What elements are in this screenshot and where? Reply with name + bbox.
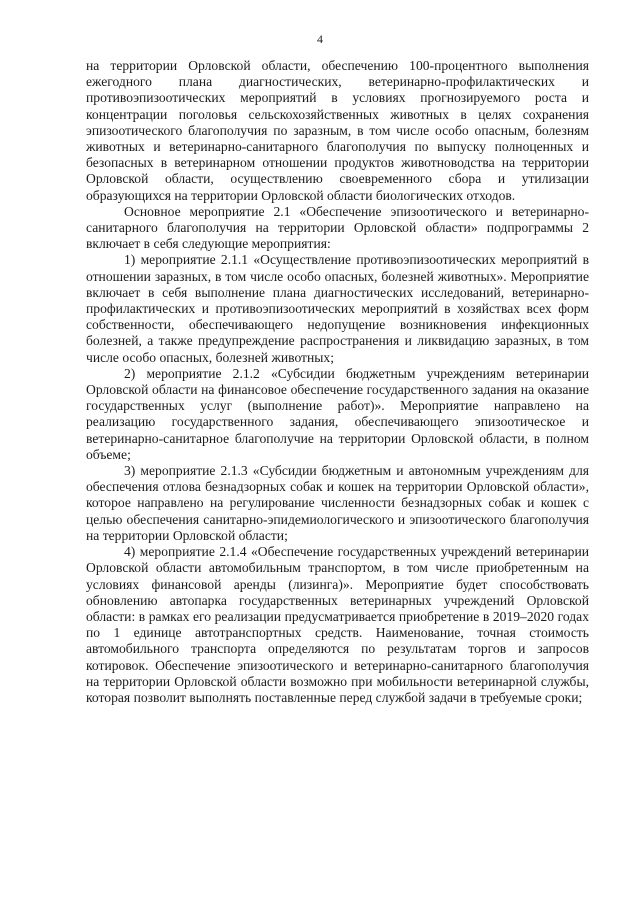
- paragraph-activity-2-1-3: 3) мероприятие 2.1.3 «Субсидии бюджетным и автономным учреждениям для обеспечения отлова безнадзорных собак и кошек на территории Орловской области», которое направлено на регулирование численности безнадзорных собак и кошек с целью обеспечения санитарно-эпидемиологического и эпизоотического благополучия на территории Орловской области;: [86, 463, 589, 543]
- paragraph-intro-continuation: на территории Орловской области, обеспечению 100-процентного выполнения ежегодного плана диагностических, ветеринарно-профилактических и противоэпизоотических мероприятий в условиях прогнозируемого роста и концентрации поголовья сельскохозяйственных животных в целях сохранения эпизоотического благополучия по заразным, в том числе особо опасным, болезням животных и ветеринарно-санитарного благополучия по выпуску полноценных и безопасных в ветеринарном отношении продуктов животноводства на территории Орловской области, осуществлению своевременного сбора и утилизации образующихся на территории Орловской области биологических отходов.: [86, 58, 589, 203]
- document-body: [86, 58, 589, 706]
- paragraph-main-activity-2-1: Основное мероприятие 2.1 «Обеспечение эпизоотического и ветеринарно-санитарного благополучия на территории Орловской области» подпрограммы 2 включает в себя следующие мероприятия:: [86, 203, 589, 252]
- page-number: 4: [317, 32, 323, 46]
- paragraph-activity-2-1-1: 1) мероприятие 2.1.1 «Осуществление противоэпизоотических мероприятий в отношении заразных, в том числе особо опасных, болезней животных». Мероприятие включает в себя выполнение плана диагностических исследований, ветеринарно-профилактических и противоэпизоотических мероприятий в хозяйствах всех форм собственности, обеспечивающего недопущение возникновения инфекционных болезней, а также предупреждение распространения и ликвидацию заразных, в том числе особо опасных, болезней животных;: [86, 252, 589, 365]
- paragraph-activity-2-1-4: 4) мероприятие 2.1.4 «Обеспечение государственных учреждений ветеринарии Орловской области автомобильным транспортом, в том числе приобретенным на условиях финансовой аренды (лизинга)». Мероприятие будет способствовать обновлению автопарка государственных ветеринарных учреждений Орловской области: в рамках его реализации предусматривается приобретение в 2019–2020 годах по 1 единице автотранспортных средств. Наименование, точная стоимость автомобильного транспорта определяются по результатам торгов и запросов котировок. Обеспечение эпизоотического и ветеринарно-санитарного благополучия на территории Орловской области возможно при мобильности ветеринарной службы, которая позволит выполнять поставленные перед службой задачи в требуемые сроки;: [86, 544, 589, 705]
- paragraph-activity-2-1-2: 2) мероприятие 2.1.2 «Субсидии бюджетным учреждениям ветеринарии Орловской области на финансовое обеспечение государственного задания на оказание государственных услуг (выполнение работ)». Мероприятие направлено на реализацию государственного задания, обеспечивающего эпизоотическое и ветеринарно-санитарное благополучие на территории Орловской области, в полном объеме;: [86, 365, 589, 462]
